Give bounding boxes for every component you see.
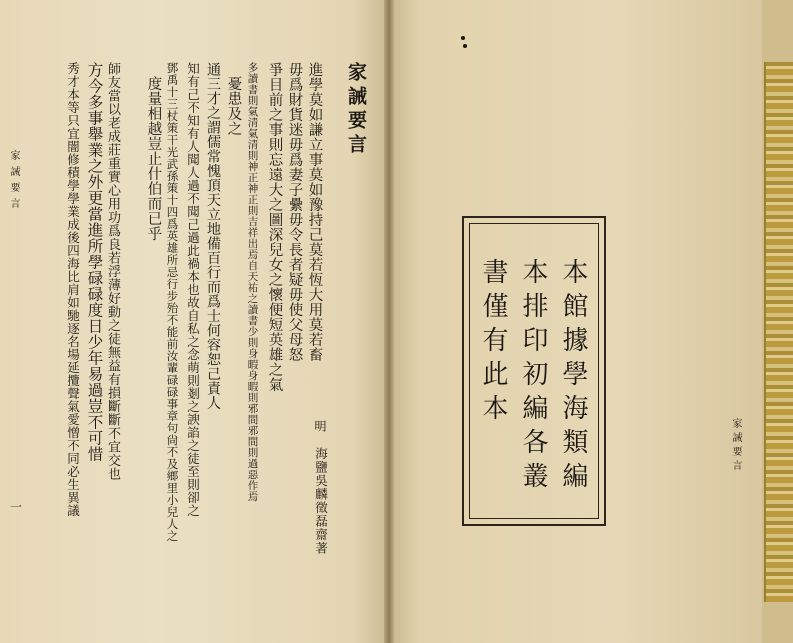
colophon-box xyxy=(462,216,606,526)
colophon-line-1: 本館據學海類編 xyxy=(558,258,588,496)
text-column-9: 度量相越豈止什伯而已乎 xyxy=(145,76,162,241)
decorative-border-strip xyxy=(764,62,793,602)
page-title: 家誡要言 xyxy=(345,62,367,158)
colophon-line-3: 書僅有此本 xyxy=(478,258,508,428)
text-column-7: 知有己不知有人聞人過不聞己過此禍本也故自私之念萌則剗之諛諂之徒至則卻之 xyxy=(185,62,201,517)
spine-title: 家誡要言 xyxy=(730,418,741,474)
ink-speck xyxy=(463,44,467,48)
text-column-10: 師友當以老成莊重實心用功爲良若浮薄好動之徒無益有損斷斷不宜交也 xyxy=(105,62,120,481)
text-column-12: 秀才本等只宜闇修積學學業成後四海比肩如馳逐名場延攬聲氣愛憎不同必生異議 xyxy=(65,62,81,517)
colophon-line-2: 本排印初編各叢 xyxy=(518,258,548,496)
text-column-11: 方今多事舉業之外更當進所學碌碌度日少年易過豈不可惜 xyxy=(85,62,104,462)
text-column-6: 通三才之謂儒常愧頂天立地備百行而爲士何容恕己責人 xyxy=(205,62,221,410)
author-name: 海鹽吳麟徵磊齋著 xyxy=(313,447,329,555)
ink-speck xyxy=(461,36,465,40)
author-dynasty: 明 xyxy=(313,420,327,433)
running-header: 家誡要言 xyxy=(8,150,19,214)
text-column-3: 爭目前之事則忘遠大之圖深兒女之懷便短英雄之氣 xyxy=(266,62,283,392)
text-column-8: 鄧禹十三杖策干光武孫策十四爲英雄所忌行步殆不能前汝輩碌碌事章句尙不及鄉里小兒人之 xyxy=(165,62,180,542)
text-column-1: 進學莫如謙立事莫如豫持己莫若恆大用莫若畜 xyxy=(306,62,323,362)
page-number: 一 xyxy=(10,500,23,514)
text-column-5: 憂患及之 xyxy=(225,76,242,136)
text-column-4: 多讀書則氣清氣清則神正神正則吉祥出焉自天祐之讀書少則身暇身暇則邪間邪間則過惡作焉 xyxy=(246,62,259,502)
text-column-2: 毋爲財貨迷毋爲妻子纍毋令長者疑毋使父母怒 xyxy=(286,62,303,362)
book-gutter xyxy=(384,0,394,643)
